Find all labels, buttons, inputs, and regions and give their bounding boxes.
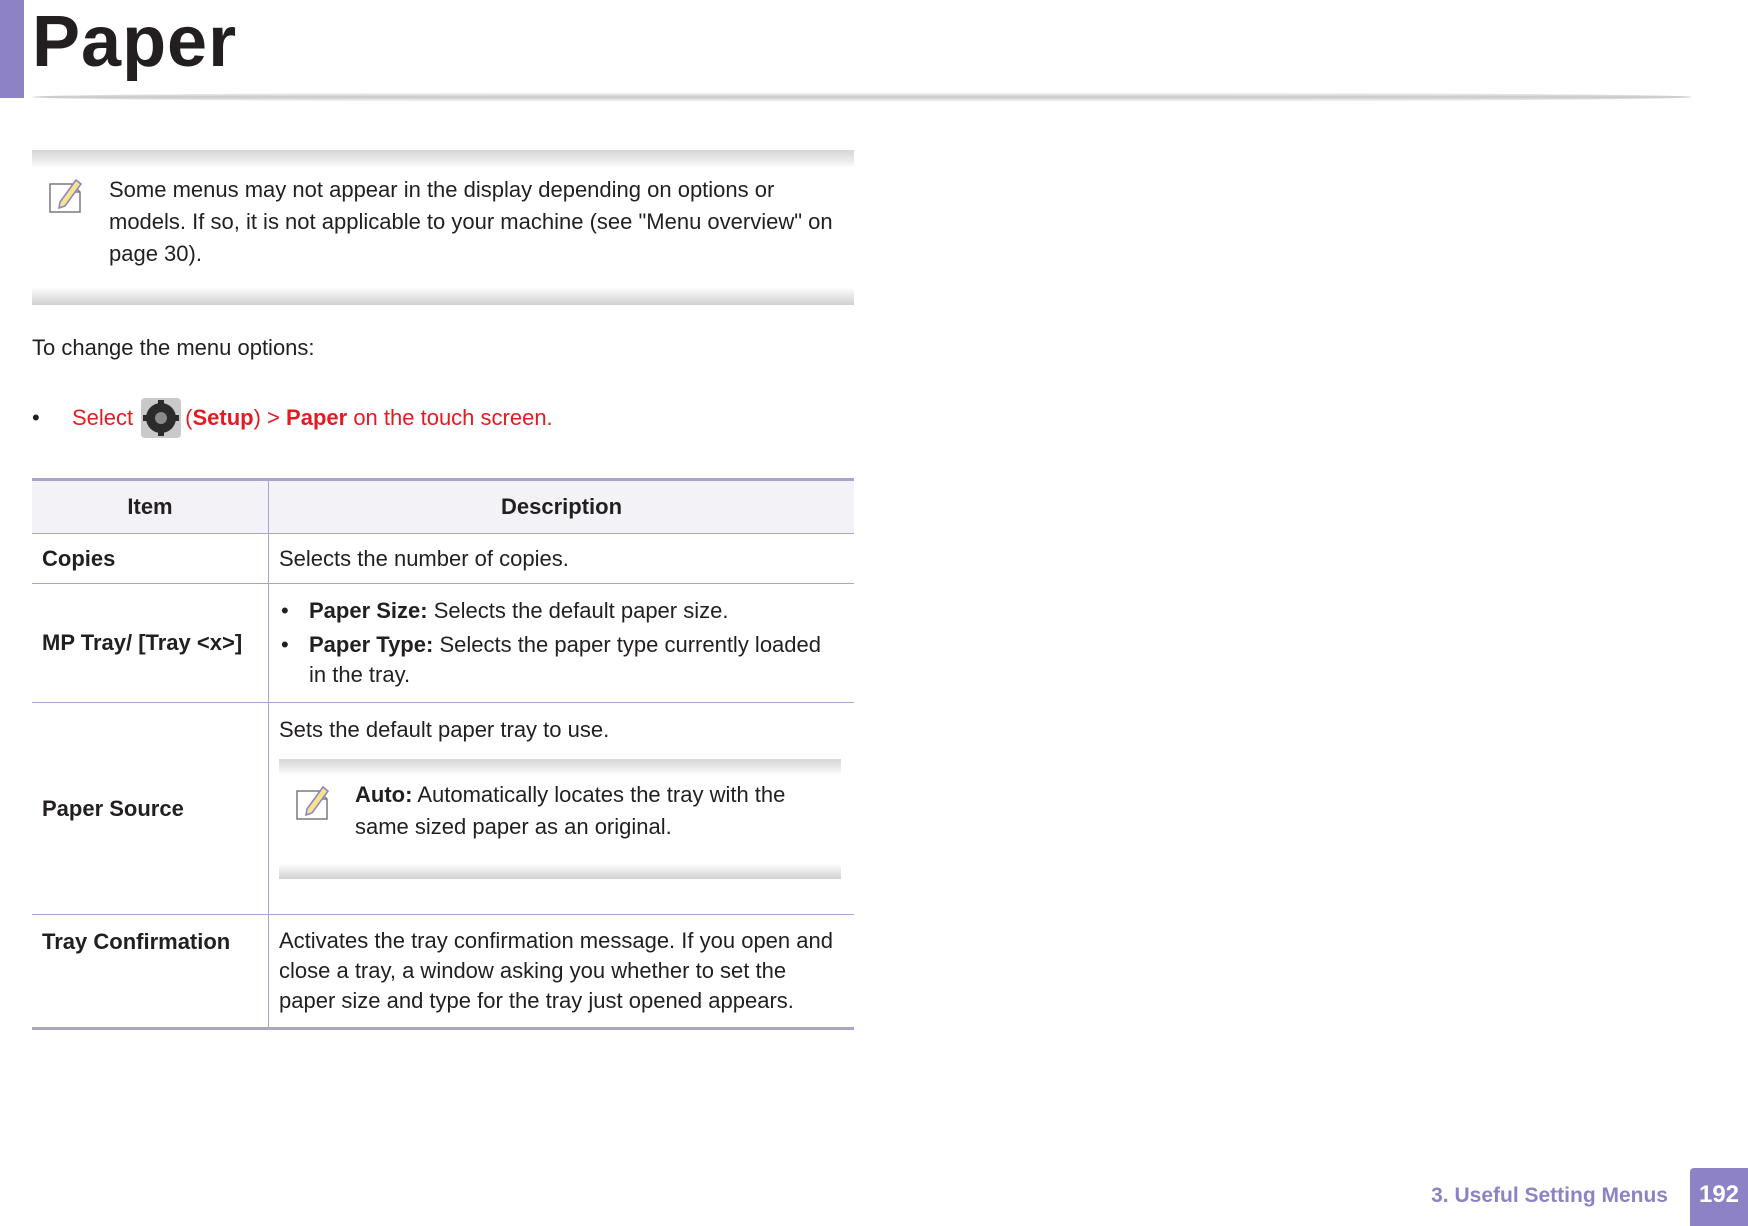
row-description [269, 703, 855, 915]
note-bottom-bar [32, 287, 854, 305]
note-top-bar [32, 150, 854, 168]
title-divider [32, 92, 1692, 102]
note-top-bar [279, 759, 841, 775]
step-paren-open: ( [185, 405, 193, 430]
list-item [279, 596, 844, 626]
header-description: Description [269, 480, 855, 534]
row-description: Activates the tray confirmation message. If you open and close a tray, a window asking you whether to set the paper size and type for the tray just opened appears. [269, 915, 855, 1029]
row-item: MP Tray/ [Tray <x>] [32, 584, 269, 703]
page-number-badge: 192 [1690, 1168, 1748, 1226]
option-label: Paper Size: [309, 598, 428, 623]
note-pencil-icon [46, 176, 86, 216]
note-body: Automatically locates the tray with the same sized paper as an original. [355, 782, 786, 839]
table-row [32, 915, 854, 1029]
step-rest-text: on the touch screen. [353, 405, 553, 430]
row-item: Copies [32, 534, 269, 584]
step-bullet: • [32, 405, 40, 430]
intro-text: To change the menu options: [32, 335, 315, 360]
note-pencil-icon [293, 783, 333, 823]
option-list [279, 596, 844, 690]
note-box [32, 150, 854, 305]
table-header-row [32, 480, 854, 534]
setup-gear-icon [141, 398, 181, 438]
option-text: Selects the paper type currently loaded in the tray. [309, 632, 821, 687]
row-description [269, 584, 855, 703]
step-paper-label: Paper [286, 405, 348, 430]
inner-note-text [355, 779, 835, 843]
footer-section-title: 3. Useful Setting Menus [1431, 1184, 1668, 1207]
step-setup-label: Setup [192, 405, 254, 430]
step-instruction [32, 398, 553, 438]
page-title: Paper [32, 2, 238, 82]
option-label: Paper Type: [309, 632, 434, 657]
note-text: Some menus may not appear in the display depending on options or models. If so, it is not applicable to your machine (see "Menu overview" on page 30). [109, 177, 833, 266]
note-label: Auto: [355, 782, 413, 807]
header-item: Item [32, 480, 269, 534]
table-row [32, 534, 854, 584]
row-item: Tray Confirmation [32, 915, 269, 1029]
option-text: Selects the default paper size. [433, 598, 729, 623]
row-item: Paper Source [32, 703, 269, 915]
row-description-text: Sets the default paper tray to use. [279, 717, 610, 742]
paper-menu-table [32, 478, 854, 1030]
list-item [279, 630, 844, 690]
page-accent-bar [0, 0, 24, 98]
table-row [32, 584, 854, 703]
note-bottom-bar [279, 863, 841, 879]
inner-note-box [279, 759, 841, 879]
table-row [32, 703, 854, 915]
step-select-text: Select [72, 405, 134, 430]
row-description: Selects the number of copies. [269, 534, 855, 584]
step-arrow: ) > [253, 405, 280, 430]
